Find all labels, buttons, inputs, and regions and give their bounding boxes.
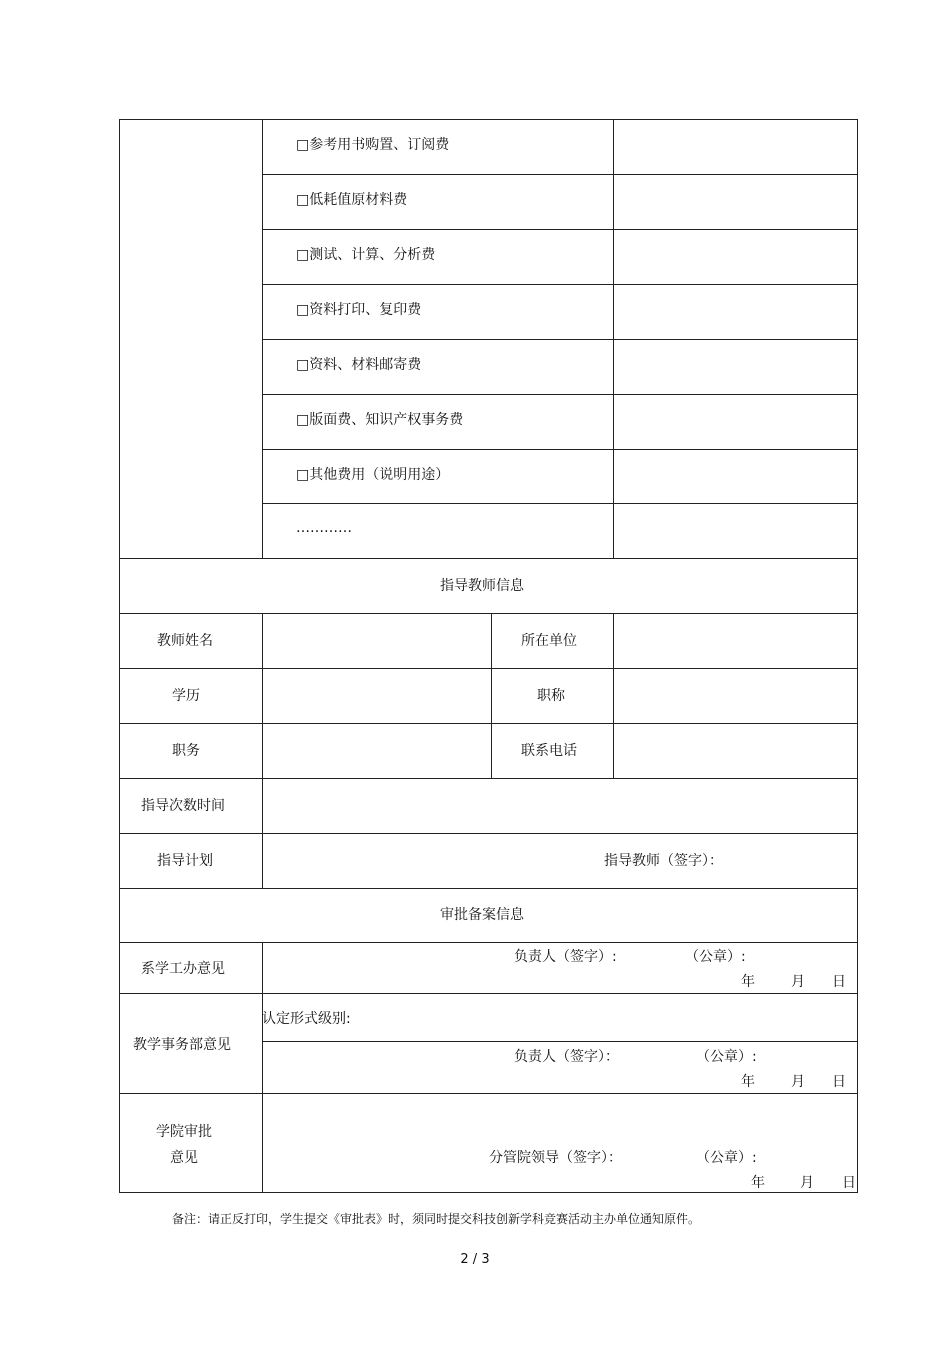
- dept-seal-label: （公章）:: [685, 949, 746, 965]
- divider: [119, 1093, 858, 1094]
- college-signature-label: 分管院领导（签字）：: [489, 1150, 622, 1166]
- academic-signature-label: 负责人（签字）：: [514, 1049, 619, 1065]
- expense-item: □参考用书购置、订阅费: [296, 137, 450, 153]
- divider: [262, 229, 858, 230]
- teacher-education-label: 学历: [172, 688, 200, 704]
- teacher-rank-label: 职称: [537, 688, 565, 704]
- table-border-left: [119, 119, 120, 1193]
- date-month: 月: [791, 974, 805, 990]
- divider: [262, 503, 858, 504]
- teacher-unit-label: 所在单位: [521, 633, 577, 649]
- academic-seal-label: （公章）:: [696, 1049, 757, 1065]
- expense-item: □资料、材料邮寄费: [296, 357, 422, 373]
- teacher-signature-label: 指导教师（签字）：: [604, 853, 723, 869]
- date-year: 年: [741, 974, 755, 990]
- teacher-position-label: 职务: [172, 743, 200, 759]
- divider: [262, 1041, 858, 1042]
- divider: [119, 993, 858, 994]
- divider: [613, 613, 614, 778]
- date-day: 日: [842, 1175, 856, 1191]
- divider: [262, 613, 263, 888]
- college-opinion-label-line2: 意见: [170, 1150, 198, 1166]
- guidance-times-label: 指导次数时间: [141, 798, 225, 814]
- date-month: 月: [800, 1175, 814, 1191]
- divider: [119, 778, 858, 779]
- teacher-section-title: 指导教师信息: [440, 578, 524, 594]
- divider: [491, 613, 492, 778]
- date-year: 年: [741, 1074, 755, 1090]
- divider: [119, 668, 858, 669]
- college-seal-label: （公章）:: [696, 1150, 757, 1166]
- expense-item: □其他费用（说明用途）: [296, 467, 450, 483]
- date-month: 月: [791, 1074, 805, 1090]
- teacher-name-label: 教师姓名: [157, 633, 213, 649]
- divider: [262, 942, 263, 1193]
- divider: [119, 613, 858, 614]
- expense-item: □低耗值原材料费: [296, 192, 408, 208]
- divider: [119, 833, 858, 834]
- guidance-plan-label: 指导计划: [157, 853, 213, 869]
- expense-item: …………: [296, 520, 352, 536]
- approval-section-title: 审批备案信息: [440, 907, 524, 923]
- expense-item: □版面费、知识产权事务费: [296, 412, 464, 428]
- teacher-phone-label: 联系电话: [521, 743, 577, 759]
- expense-item: □测试、计算、分析费: [296, 247, 436, 263]
- date-day: 日: [832, 974, 846, 990]
- college-opinion-label-line1: 学院审批: [156, 1124, 212, 1140]
- date-year: 年: [751, 1175, 765, 1191]
- divider: [119, 888, 858, 889]
- divider: [262, 174, 858, 175]
- date-day: 日: [832, 1074, 846, 1090]
- dept-opinion-label: 系学工办意见: [141, 961, 225, 977]
- academic-opinion-label: 教学事务部意见: [133, 1037, 231, 1053]
- table-border-right: [857, 119, 858, 1193]
- divider: [119, 558, 858, 559]
- approval-form-table: [119, 119, 858, 1193]
- divider: [262, 284, 858, 285]
- divider: [119, 942, 858, 943]
- table-border-top: [119, 119, 858, 120]
- divider: [119, 723, 858, 724]
- divider: [262, 339, 858, 340]
- page-indicator: 2 / 3: [460, 1252, 490, 1267]
- recognition-form-label: 认定形式级别:: [262, 1011, 351, 1027]
- divider: [262, 394, 858, 395]
- divider: [262, 449, 858, 450]
- footnote: 备注：请正反打印，学生提交《审批表》时，须同时提交科技创新学科竞赛活动主办单位通知原件。: [172, 1212, 701, 1226]
- expense-item: □资料打印、复印费: [296, 302, 422, 318]
- dept-signature-label: 负责人（签字）:: [514, 949, 617, 965]
- table-border-bottom: [119, 1192, 858, 1193]
